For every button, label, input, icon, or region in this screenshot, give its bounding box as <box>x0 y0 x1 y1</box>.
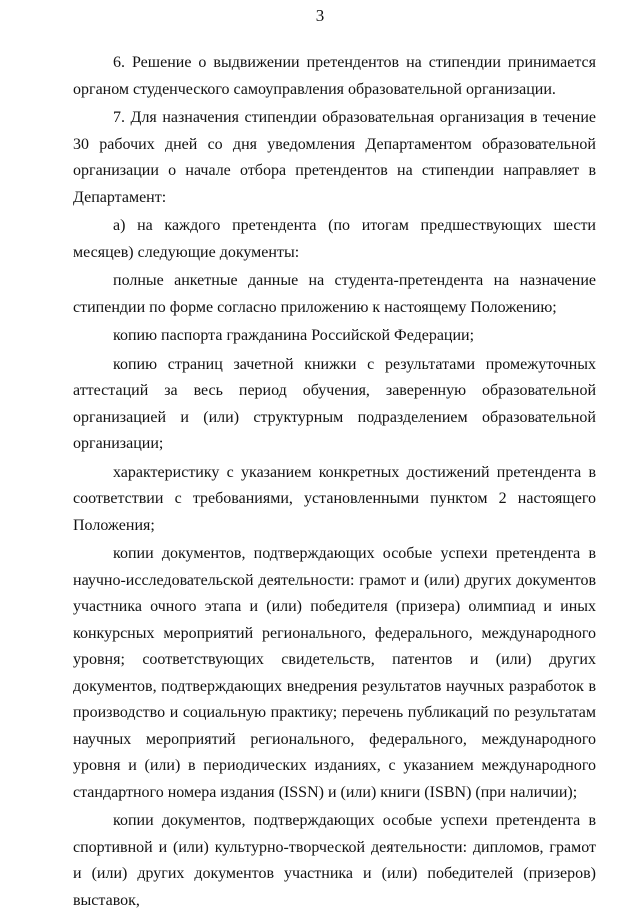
paragraph-item-7: 7. Для назначения стипендии образовательная организация в течение 30 рабочих дней со дня уведомления Департаментом образовательной организации о начале отбора претендентов на стипендии направляет в Департамент: <box>73 109 596 206</box>
paragraph-applicant-form: полные анкетные данные на студента-претендента на назначение стипендии по форме согласно приложению к настоящему Положению; <box>73 272 596 316</box>
paragraph-characteristic: характеристику с указанием конкретных достижений претендента в соответствии с требованиями, установленными пунктом 2 настоящего Положения; <box>73 463 596 534</box>
paragraph-sports-culture-docs: копии документов, подтверждающих особые успехи претендента в спортивной и (или) культурно-творческой деятельности: дипломов, грамот и (или) других документов участника и (или) победителей (призеров) выставок, <box>73 812 596 909</box>
paragraph-item-6: 6. Решение о выдвижении претендентов на стипендии принимается органом студенческого самоуправления образовательной организации. <box>73 54 596 98</box>
paragraph-record-book: копию страниц зачетной книжки с результатами промежуточных аттестаций за весь период обучения, заверенную образовательной организацией и (или) структурным подразделением образовательной организации; <box>73 355 596 452</box>
document-body <box>73 50 596 916</box>
paragraph-subitem-a: а) на каждого претендента (по итогам предшествующих шести месяцев) следующие документы: <box>73 217 596 261</box>
paragraph-passport-copy: копию паспорта гражданина Российской Федерации; <box>113 327 475 344</box>
page-number: 3 <box>315 6 325 25</box>
paragraph-research-docs: копии документов, подтверждающих особые успехи претендента в научно-исследовательской деятельности: грамот и (или) других документов участника очного этапа и (или) победителя (призера) олимпиад и иных конкурсных мероприятий регионального, федерального, международного уровня; соответствующих свидетельств, патентов и (или) других документов, подтверждающих внедрения результатов научных разработок в производство и социальную практику; перечень публикаций по результатам научных мероприятий регионального, федерального, международного уровня и (или) в периодических изданиях, с указанием международного стандартного номера издания (ISSN) и (или) книги (ISBN) (при наличии); <box>73 545 596 801</box>
